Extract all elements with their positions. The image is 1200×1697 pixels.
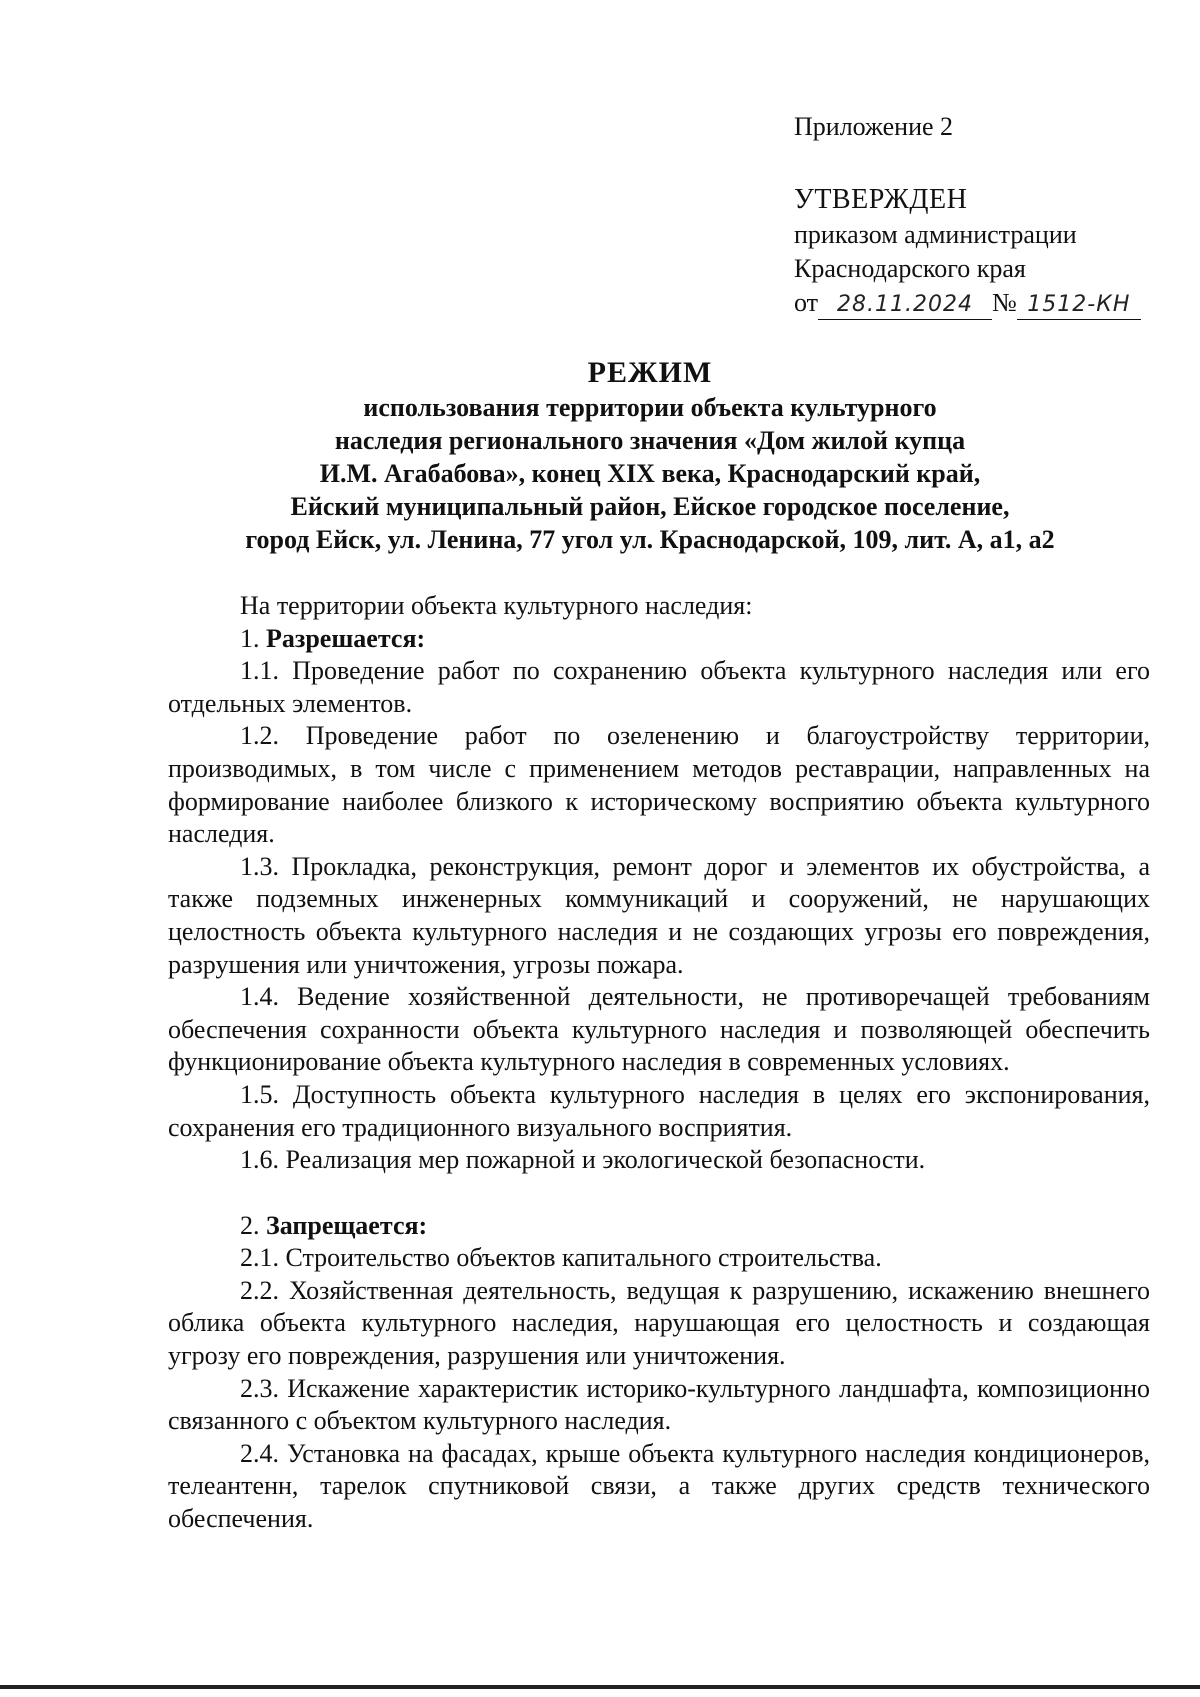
intro-paragraph: На территории объекта культурного наследия:	[240, 591, 753, 620]
handwritten-date: 28.11.2024	[818, 291, 992, 320]
paragraph-1-5: 1.5. Доступность объекта культурного наследия в целях его экспонирования, сохранения его традиционного визуального восприятия.	[168, 1079, 1150, 1142]
heading-line: город Ейск, ул. Ленина, 77 угол ул. Краснодарской, 109, лит. А, а1, а2	[245, 525, 1055, 554]
paragraph-1-3: 1.3. Прокладка, реконструкция, ремонт дорог и элементов их обустройства, а также подземных инженерных коммуникаций и сооружений, не нарушающих целостность объекта культурного наследия и не создающих угрозы его повреждения, разрушения или уничтожения, угрозы пожара.	[168, 851, 1150, 979]
document-heading	[150, 356, 1150, 556]
paragraph-1-2: 1.2. Проведение работ по озеленению и благоустройству территории, производимых, в том числе с применением методов реставрации, направленных на формирование наиболее близкого к историческому восприятию объекта культурного наследия.	[168, 721, 1150, 849]
heading-line: использования территории объекта культурного	[363, 393, 937, 422]
section-1-number: 1.	[240, 623, 260, 653]
date-prefix: от	[794, 288, 819, 317]
section-2-number: 2.	[240, 1210, 260, 1240]
paragraph-1-1: 1.1. Проведение работ по сохранению объекта культурного наследия или его отдельных элементов.	[168, 656, 1150, 718]
section-1-heading	[168, 623, 1150, 656]
document-body	[168, 590, 1150, 1536]
paragraph-2-3: 2.3. Искажение характеристик историко-культурного ландшафта, композиционно связанного с объектом культурного наследия.	[168, 1373, 1150, 1436]
section-gap	[168, 1177, 1150, 1210]
paragraph-2-2: 2.2. Хозяйственная деятельность, ведущая к разрушению, искажению внешнего облика объекта культурного наследия, нарушающая его целостность и создающая угрозу его повреждения, разрушения или уничтожения.	[168, 1275, 1150, 1371]
section-2-heading	[168, 1210, 1150, 1243]
handwritten-number: 1512-КН	[1017, 291, 1141, 320]
order-line	[794, 286, 1141, 320]
section-1-title: Разрешается:	[266, 623, 426, 653]
paragraph-2-1: 2.1. Строительство объектов капитального строительства.	[240, 1243, 882, 1273]
paragraph-1-6: 1.6. Реализация мер пожарной и экологической безопасности.	[240, 1145, 926, 1175]
number-prefix: №	[992, 288, 1017, 317]
heading-line: наследия регионального значения «Дом жилой купца	[334, 426, 966, 455]
scan-bottom-edge	[0, 1685, 1200, 1689]
heading-line: И.М. Агабабова», конец XIX века, Краснодарский край,	[319, 459, 981, 488]
document-title: РЕЖИМ	[587, 356, 713, 389]
paragraph-1-4: 1.4. Ведение хозяйственной деятельности, не противоречащей требованиям обеспечения сохранности объекта культурного наследия и позволяющей обеспечить функционирование объекта культурного наследия в современных условиях.	[168, 982, 1150, 1077]
annex-label: Приложение 2	[794, 112, 954, 141]
approval-line-2: Краснодарского края	[794, 254, 1026, 283]
paragraph-2-4: 2.4. Установка на фасадах, крыше объекта культурного наследия кондиционеров, телеантенн, тарелок спутниковой связи, а также других средств технического обеспечения.	[168, 1438, 1150, 1534]
heading-line: Ейский муниципальный район, Ейское городское поселение,	[290, 492, 1010, 521]
section-2-title: Запрещается:	[266, 1210, 428, 1240]
approval-block	[794, 110, 1141, 320]
approved-label: УТВЕРЖДЕН	[794, 184, 968, 215]
approval-line-1: приказом администрации	[794, 220, 1077, 249]
